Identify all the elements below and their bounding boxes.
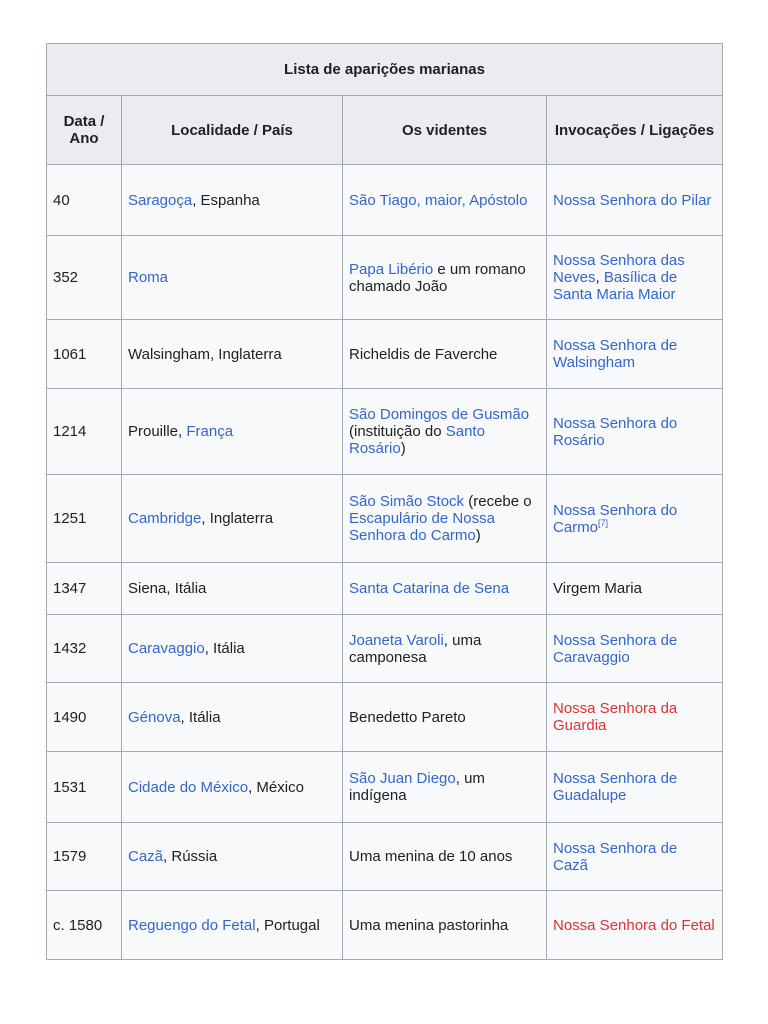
seers-cell	[343, 165, 547, 236]
table-row	[47, 165, 723, 236]
wiki-link[interactable]: Nossa Senhora de Cazã	[553, 839, 678, 874]
cell-text: e um romano chamado João	[349, 260, 526, 295]
table-caption: Lista de aparições marianas	[46, 43, 723, 95]
location-cell	[122, 236, 343, 320]
location-cell	[122, 165, 343, 236]
wiki-link[interactable]: Santa Catarina de Sena	[349, 580, 510, 597]
date-cell: 1214	[47, 389, 122, 475]
invocation-cell	[547, 891, 723, 960]
cell-text: Prouille,	[128, 423, 187, 440]
location-cell	[122, 563, 343, 615]
cell-text: Uma menina pastorinha	[349, 916, 509, 934]
cell-text: , Espanha	[192, 191, 260, 209]
location-cell	[122, 475, 343, 563]
wiki-link[interactable]: Caravaggio	[128, 640, 205, 657]
date-cell: 1531	[47, 752, 122, 823]
wiki-link[interactable]: Nossa Senhora do Carmo	[553, 501, 678, 536]
invocation-cell	[547, 683, 723, 752]
cell-text: Walsingham, Inglaterra	[128, 345, 282, 363]
wiki-link[interactable]: Reguengo do Fetal	[128, 916, 256, 934]
seers-cell	[343, 683, 547, 752]
cell-text: Richeldis de Faverche	[349, 345, 498, 363]
wiki-link[interactable]: Escapulário de Nossa Senhora do Carmo	[349, 510, 495, 544]
invocation-cell	[547, 615, 723, 683]
location-cell	[122, 615, 343, 683]
date-cell: 1347	[47, 563, 122, 615]
date-cell: 1432	[47, 615, 122, 683]
table-row	[47, 389, 723, 475]
date-cell: c. 1580	[47, 891, 122, 960]
cell-text: , Portugal	[255, 916, 320, 934]
cell-text: , Rússia	[163, 848, 218, 865]
invocation-cell	[547, 563, 723, 615]
seers-cell	[343, 320, 547, 389]
apparitions-table-wrapper	[46, 43, 722, 960]
wiki-link[interactable]: França	[186, 423, 234, 440]
wiki-link[interactable]: Cazã	[128, 848, 164, 865]
location-cell	[122, 752, 343, 823]
cell-text: ,	[595, 269, 604, 286]
header-location: Localidade / País	[122, 96, 343, 165]
date-cell: 1490	[47, 683, 122, 752]
cell-text: , Itália	[204, 640, 245, 657]
seers-cell	[343, 891, 547, 960]
wiki-link[interactable]: Papa Libério	[349, 260, 434, 278]
wiki-link[interactable]: São Juan Diego	[349, 770, 456, 787]
wiki-link[interactable]: Santo Rosário	[349, 423, 485, 457]
date-cell: 1579	[47, 823, 122, 891]
seers-cell	[343, 823, 547, 891]
table-row	[47, 236, 723, 320]
invocation-cell	[547, 389, 723, 475]
wiki-link[interactable]: Basílica de Santa Maria Maior	[553, 269, 678, 303]
wiki-link[interactable]: Saragoça	[128, 191, 193, 209]
wiki-link[interactable]: Nossa Senhora do Rosário	[553, 414, 678, 449]
seers-cell	[343, 389, 547, 475]
date-cell: 40	[47, 165, 122, 236]
cell-text: , México	[248, 778, 304, 796]
seers-cell	[343, 563, 547, 615]
header-date: Data / Ano	[47, 96, 122, 165]
header-seers: Os videntes	[343, 96, 547, 165]
table-row	[47, 475, 723, 563]
seers-cell	[343, 475, 547, 563]
wiki-link[interactable]: Nossa Senhora de Caravaggio	[553, 631, 678, 666]
location-cell	[122, 320, 343, 389]
cell-text: (recebe o	[464, 493, 532, 510]
location-cell	[122, 683, 343, 752]
wiki-link[interactable]: Nossa Senhora do Pilar	[553, 191, 712, 209]
cell-text: , Inglaterra	[201, 510, 274, 527]
cell-text: , Itália	[180, 708, 221, 726]
wiki-link[interactable]: Joaneta Varoli	[349, 631, 444, 649]
invocation-cell	[547, 475, 723, 563]
table-row	[47, 823, 723, 891]
cell-text: Siena, Itália	[128, 580, 207, 597]
seers-cell	[343, 752, 547, 823]
table-body	[47, 165, 723, 960]
wiki-link[interactable]: Cambridge	[128, 510, 202, 527]
seers-cell	[343, 236, 547, 320]
cell-text: , um indígena	[349, 770, 485, 804]
reference-link[interactable]: [7]	[598, 517, 609, 528]
cell-text: Uma menina de 10 anos	[349, 848, 513, 865]
seers-cell	[343, 615, 547, 683]
location-cell	[122, 823, 343, 891]
table-row	[47, 683, 723, 752]
invocation-cell	[547, 823, 723, 891]
location-cell	[122, 891, 343, 960]
cell-text: (instituição do	[349, 423, 446, 440]
date-cell: 1251	[47, 475, 122, 563]
header-row	[47, 96, 723, 165]
table-row	[47, 563, 723, 615]
invocation-cell	[547, 320, 723, 389]
cell-text: Benedetto Pareto	[349, 708, 466, 726]
invocation-cell	[547, 752, 723, 823]
missing-article-link[interactable]: Nossa Senhora do Fetal	[553, 916, 715, 934]
table-row	[47, 615, 723, 683]
date-cell: 1061	[47, 320, 122, 389]
location-cell	[122, 389, 343, 475]
table-row	[47, 891, 723, 960]
cell-text: , uma camponesa	[349, 631, 482, 666]
cell-text: Virgem Maria	[553, 580, 642, 597]
wiki-link[interactable]: São Simão Stock	[349, 493, 465, 510]
wiki-link[interactable]: Nossa Senhora das Neves	[553, 252, 685, 286]
wiki-link[interactable]: Cidade do México	[128, 778, 249, 796]
wiki-link[interactable]: Nossa Senhora de Guadalupe	[553, 770, 678, 804]
date-cell: 352	[47, 236, 122, 320]
wiki-link[interactable]: Roma	[128, 269, 169, 286]
invocation-cell	[547, 236, 723, 320]
cell-text: )	[400, 440, 406, 457]
table-row	[47, 320, 723, 389]
wiki-link[interactable]: Nossa Senhora de Walsingham	[553, 337, 678, 371]
apparitions-table	[46, 43, 723, 960]
wiki-link[interactable]: Génova	[128, 708, 181, 726]
wiki-link[interactable]: São Domingos de Gusmão	[349, 406, 530, 423]
table-row	[47, 752, 723, 823]
invocation-cell	[547, 165, 723, 236]
wiki-link[interactable]: São Tiago, maior, Apóstolo	[349, 191, 528, 209]
header-invocations: Invocações / Ligações	[547, 96, 723, 165]
cell-text: )	[475, 527, 481, 544]
missing-article-link[interactable]: Nossa Senhora da Guardia	[553, 700, 678, 734]
